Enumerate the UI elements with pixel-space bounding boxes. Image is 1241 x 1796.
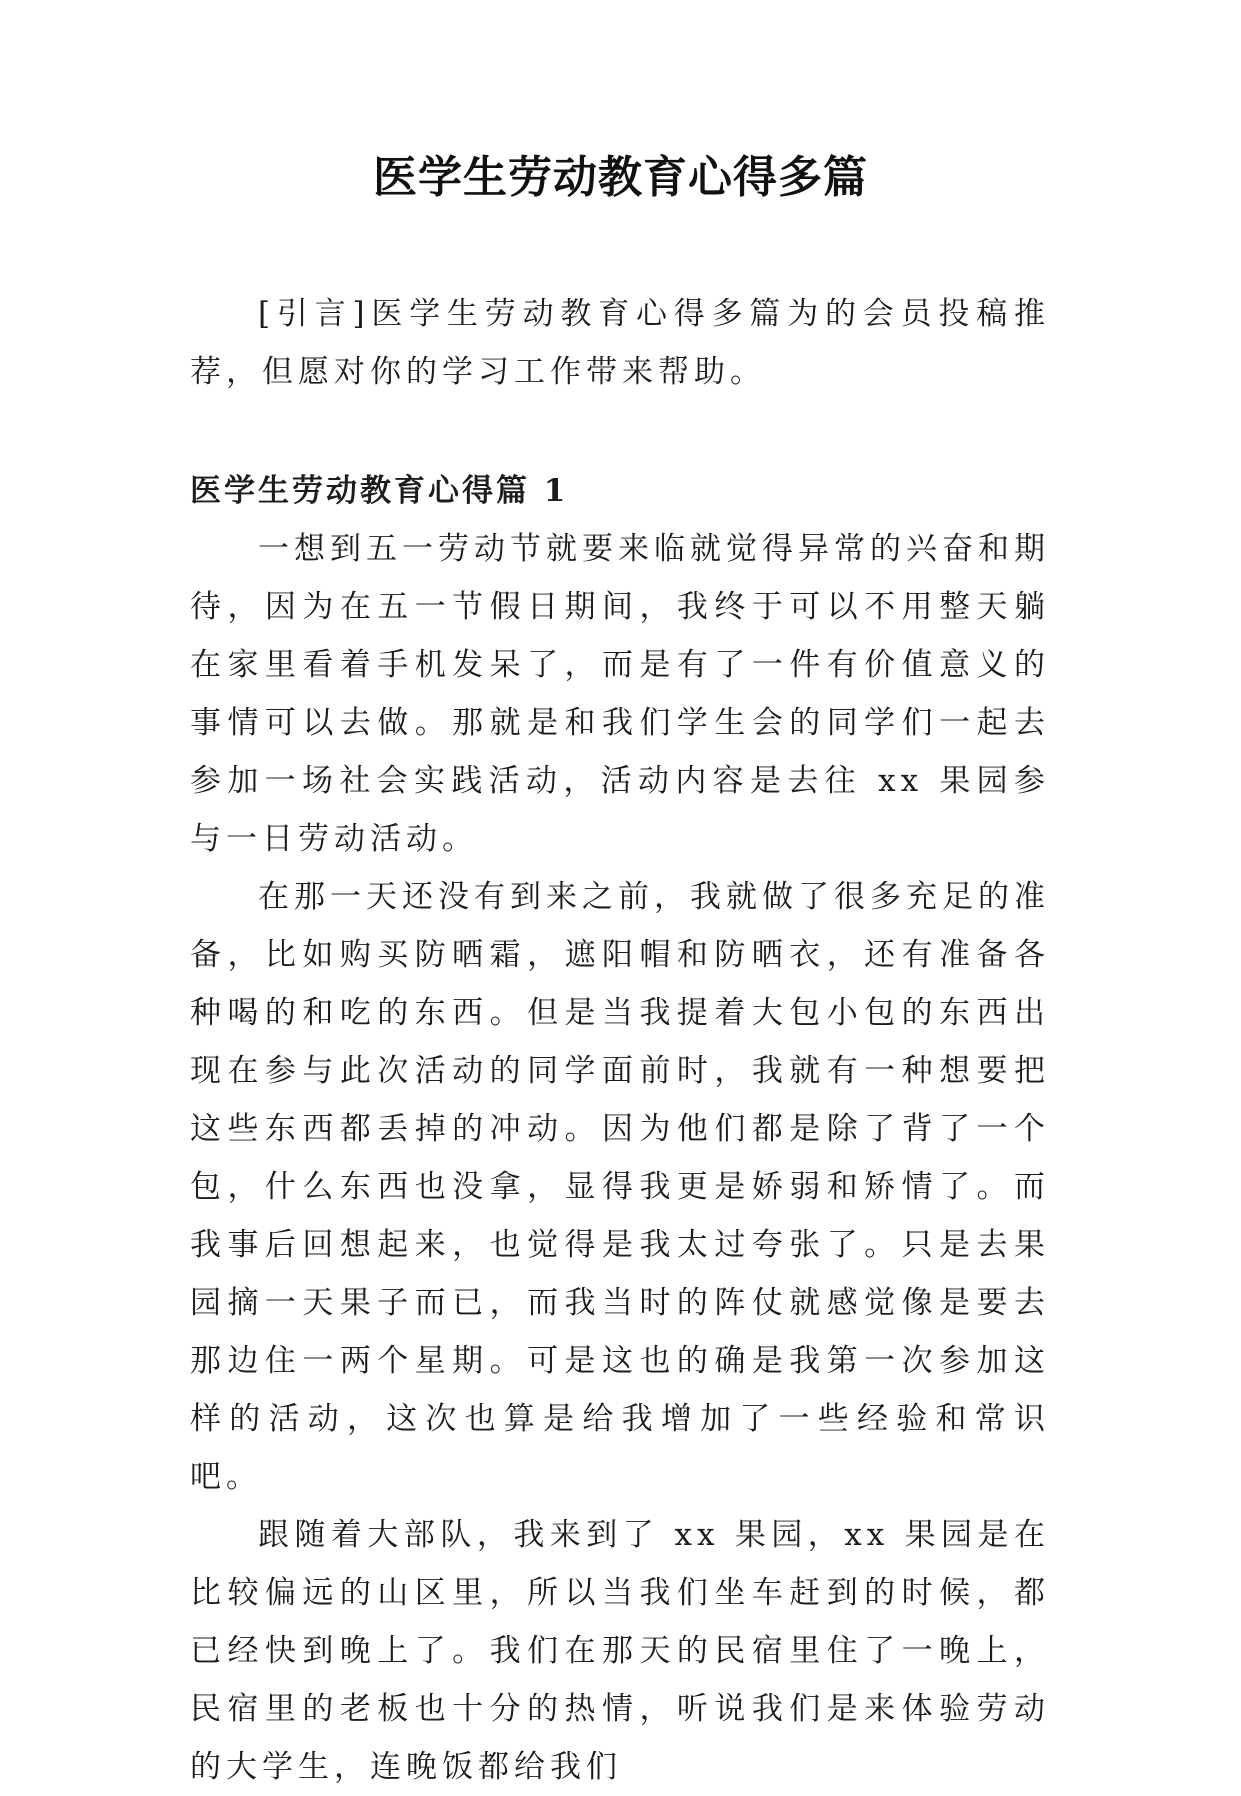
- body-paragraph: 在那一天还没有到来之前，我就做了很多充足的准备，比如购买防晒霜，遮阳帽和防晒衣，还有准备各种喝的和吃的东西。但是当我提着大包小包的东西出现在参与此次活动的同学面前时，我就有一种想要把这些东西都丢掉的冲动。因为他们都是除了背了一个包，什么东西也没拿，显得我更是娇弱和矫情了。而我事后回想起来，也觉得是我太过夸张了。只是去果园摘一天果子而已，而我当时的阵仗就感觉像是要去那边住一两个星期。可是这也的确是我第一次参加这样的活动，这次也算是给我增加了一些经验和常识吧。: [190, 879, 1050, 1495]
- article-body: [190, 520, 1050, 1796]
- section-heading: 医学生劳动教育心得篇 1: [190, 473, 569, 509]
- document-title: 医学生劳动教育心得多篇: [373, 152, 868, 203]
- intro-paragraph: [引言]医学生劳动教育心得多篇为的会员投稿推荐，但愿对你的学习工作带来帮助。: [190, 296, 1050, 390]
- body-paragraph: 一想到五一劳动节就要来临就觉得异常的兴奋和期待，因为在五一节假日期间，我终于可以不用整天躺在家里看着手机发呆了，而是有了一件有价值意义的事情可以去做。那就是和我们学生会的同学们一起去参加一场社会实践活动，活动内容是去往 xx 果园参与一日劳动活动。: [190, 531, 1050, 857]
- body-paragraph: 跟随着大部队，我来到了 xx 果园，xx 果园是在比较偏远的山区里，所以当我们坐车赶到的时候，都已经快到晚上了。我们在那天的民宿里住了一晚上，民宿里的老板也十分的热情，听说我们是来体验劳动的大学生，连晚饭都给我们: [190, 1517, 1050, 1785]
